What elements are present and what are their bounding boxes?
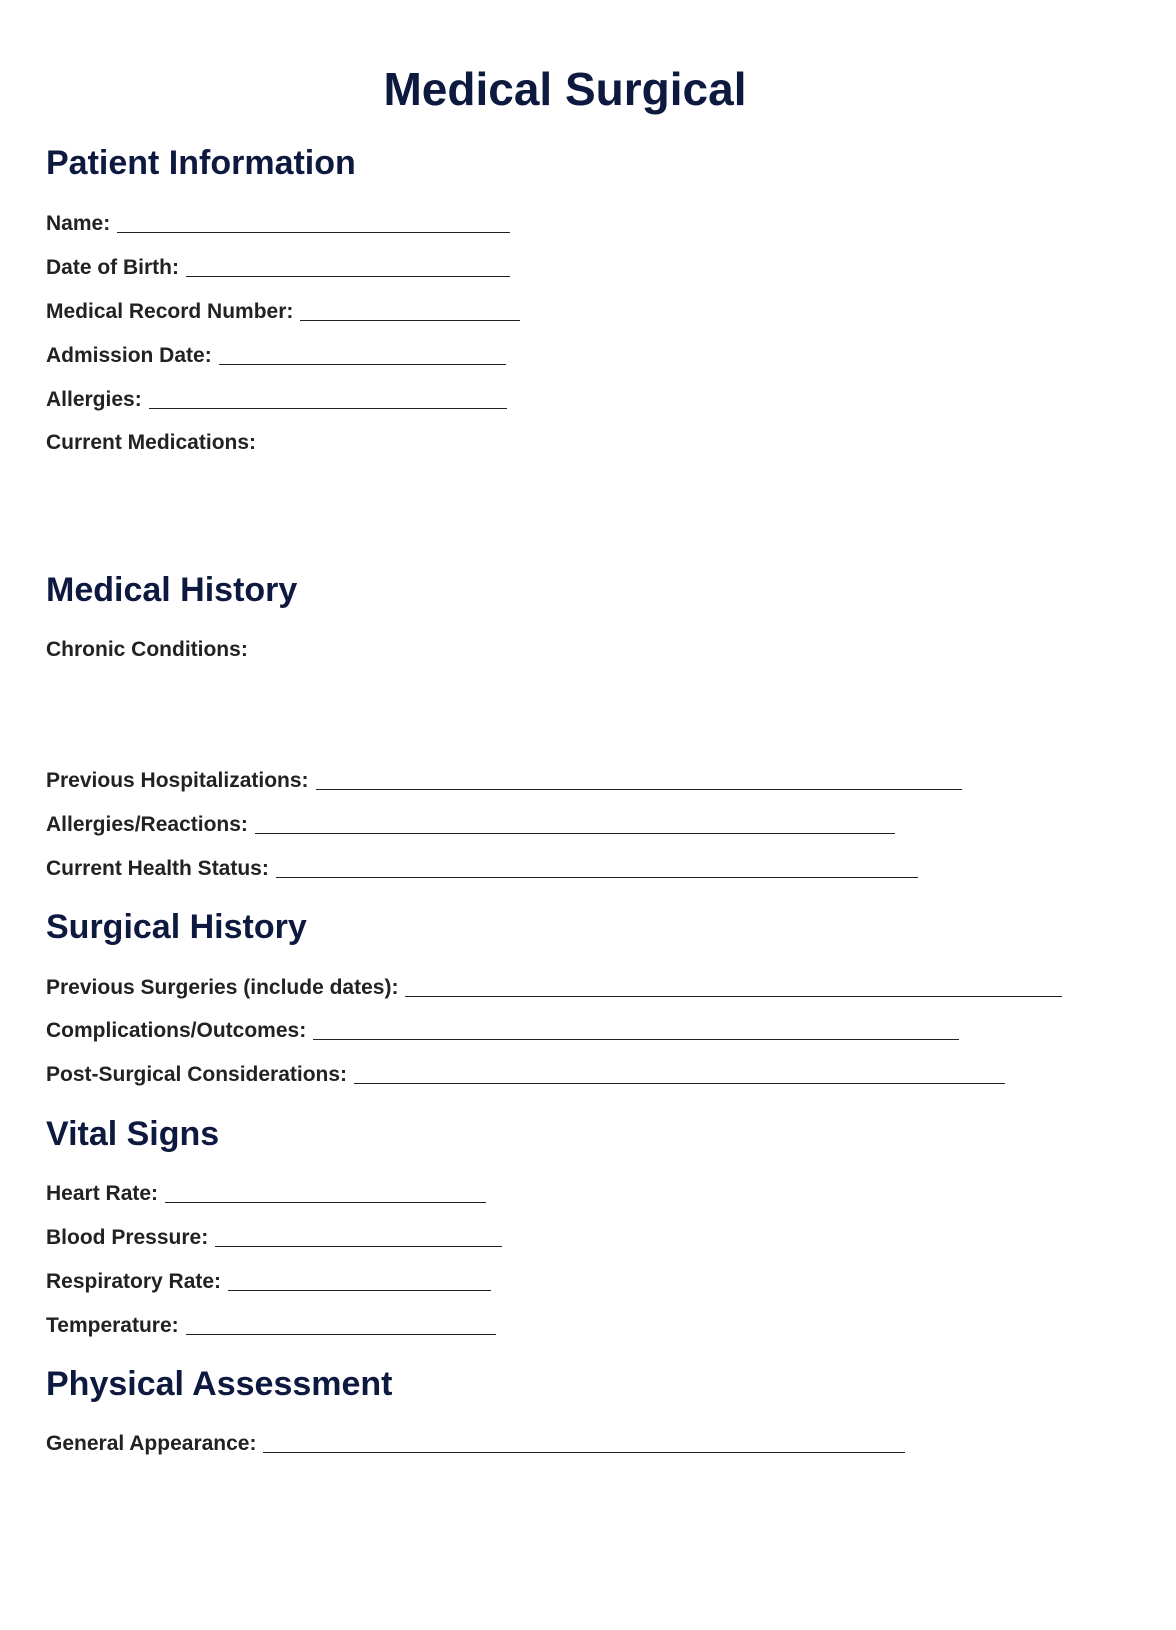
section-heading-vital-signs: Vital Signs <box>46 1115 220 1153</box>
field-previous-surgeries[interactable] <box>46 975 1062 1001</box>
blank-line[interactable] <box>354 1083 1005 1084</box>
field-label: Allergies/Reactions: <box>46 813 248 836</box>
field-label: Respiratory Rate: <box>46 1270 222 1293</box>
field-label: Blood Pressure: <box>46 1226 209 1249</box>
field-name[interactable] <box>46 211 510 237</box>
field-chronic-conditions[interactable] <box>46 637 248 663</box>
field-temperature[interactable] <box>46 1313 496 1339</box>
field-allergies-reactions[interactable] <box>46 812 895 838</box>
blank-line[interactable] <box>186 276 510 277</box>
field-current-health-status[interactable] <box>46 856 918 882</box>
field-label: Admission Date: <box>46 344 212 367</box>
field-label: Current Medications: <box>46 431 257 454</box>
field-label: Current Health Status: <box>46 857 269 880</box>
field-label: Complications/Outcomes: <box>46 1019 307 1042</box>
field-post-surgical-considerations[interactable] <box>46 1062 1005 1088</box>
field-label: Date of Birth: <box>46 256 179 279</box>
field-label: Previous Hospitalizations: <box>46 769 309 792</box>
field-previous-hospitalizations[interactable] <box>46 768 962 794</box>
blank-line[interactable] <box>149 408 507 409</box>
blank-line[interactable] <box>313 1039 959 1040</box>
blank-line[interactable] <box>405 996 1062 997</box>
field-label: Chronic Conditions: <box>46 638 248 661</box>
field-blood-pressure[interactable] <box>46 1225 502 1251</box>
blank-line[interactable] <box>215 1246 502 1247</box>
field-admission-date[interactable] <box>46 343 506 369</box>
field-complications-outcomes[interactable] <box>46 1018 959 1044</box>
blank-line[interactable] <box>186 1334 496 1335</box>
field-label: Allergies: <box>46 388 142 411</box>
document-title: Medical Surgical <box>383 63 747 115</box>
field-label: Post-Surgical Considerations: <box>46 1063 348 1086</box>
field-allergies[interactable] <box>46 387 507 413</box>
blank-line[interactable] <box>165 1202 486 1203</box>
field-label: Medical Record Number: <box>46 300 294 323</box>
blank-line[interactable] <box>300 320 520 321</box>
field-label: Heart Rate: <box>46 1182 159 1205</box>
blank-line[interactable] <box>263 1452 905 1453</box>
field-heart-rate[interactable] <box>46 1181 486 1207</box>
section-heading-physical-assessment: Physical Assessment <box>46 1365 393 1403</box>
blank-line[interactable] <box>316 789 962 790</box>
field-label: Previous Surgeries (include dates): <box>46 976 399 999</box>
field-label: Temperature: <box>46 1314 179 1337</box>
field-date-of-birth[interactable] <box>46 255 510 281</box>
field-general-appearance[interactable] <box>46 1431 905 1457</box>
blank-line[interactable] <box>228 1290 491 1291</box>
blank-line[interactable] <box>276 877 918 878</box>
section-heading-medical-history: Medical History <box>46 571 298 609</box>
blank-line[interactable] <box>219 364 506 365</box>
field-label: General Appearance: <box>46 1432 257 1455</box>
field-medical-record-number[interactable] <box>46 299 520 325</box>
blank-line[interactable] <box>117 232 510 233</box>
field-respiratory-rate[interactable] <box>46 1269 491 1295</box>
field-label: Name: <box>46 212 111 235</box>
blank-line[interactable] <box>255 833 895 834</box>
field-current-medications[interactable] <box>46 430 256 456</box>
section-heading-surgical-history: Surgical History <box>46 908 307 946</box>
section-heading-patient-information: Patient Information <box>46 144 356 182</box>
